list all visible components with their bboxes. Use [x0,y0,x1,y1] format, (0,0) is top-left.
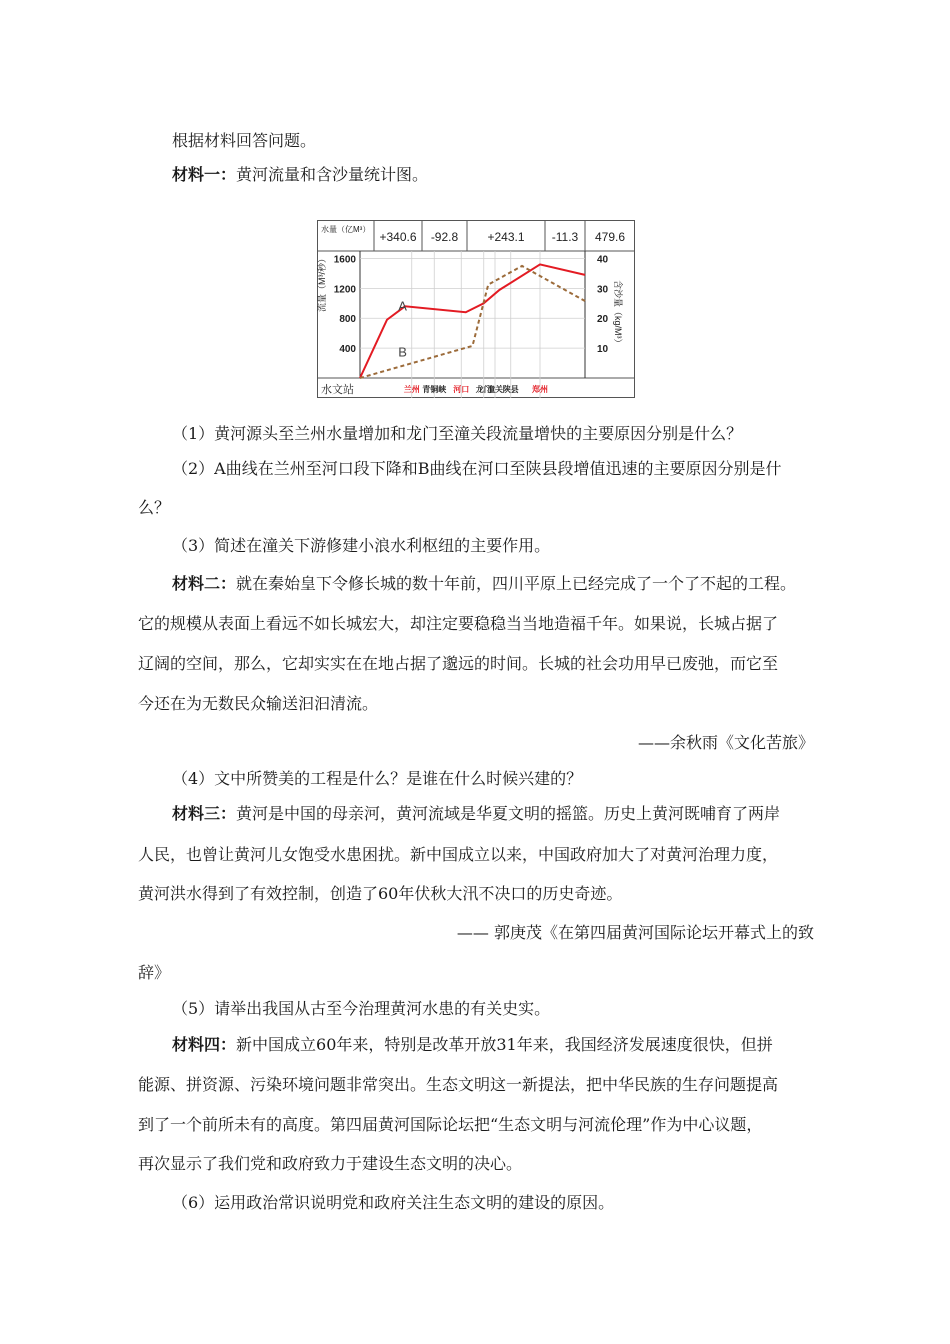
material2-line4: 今还在为无数民众输送汩汩清流。 [138,694,379,713]
station-name: 兰州 [403,385,420,394]
material4-line3: 到了一个前所未有的高度。第四届黄河国际论坛把“生态文明与河流伦理”作为中心议题， [138,1115,763,1134]
material4-line2: 能源、拼资源、污染环境问题非常突出。生态文明这一新提法，把中华民族的生存问题提高 [138,1075,779,1094]
material2-line2: 它的规模从表面上看远不如长城宏大，却注定要稳稳当当地造福千年。如果说，长城占据了 [138,614,779,633]
water-volume-value: -92.8 [430,230,459,244]
left-tick-label: 1200 [333,284,356,296]
series-A-label: A [398,298,407,314]
material3-text-1: 黄河是中国的母亲河，黄河流域是华夏文明的摇篮。历史上黄河既哺育了两岸 [236,804,781,823]
station-name: 郑州 [532,385,548,394]
material3-source-line2: 辞》 [138,963,171,982]
question-1: （1）黄河源头至兰州水量增加和龙门至潼关段流量增快的主要原因分别是什么？ [172,424,743,443]
material3-line2: 人民，也曾让黄河儿女饱受水患困扰。新中国成立以来，中国政府加大了对黄河治理力度， [138,845,779,864]
water-volume-value: +340.6 [379,230,417,244]
water-volume-value: -11.3 [551,230,579,244]
material1-label: 材料一： [172,165,237,184]
right-tick-label: 10 [597,344,609,356]
material3-label: 材料三： [172,804,237,823]
intro-text: 根据材料回答问题。 [172,131,317,150]
chart-svg [317,220,635,398]
material4-text-1: 新中国成立60年来，特别是改革开放31年来，我国经济发展速度很快，但拼 [236,1035,773,1054]
water-volume-value: +243.1 [487,230,525,244]
water-volume-label: 水量（亿M³） [321,225,371,234]
station-name: 河口 [453,385,470,394]
station-label: 水文站 [321,384,354,396]
yellow-river-chart [317,220,635,398]
question-2-line1: （2）A曲线在兰州至河口段下降和B曲线在河口至陕县段增值迅速的主要原因分别是什 [172,459,782,478]
station-name: 龙门 [475,385,492,394]
water-volume-value: 479.6 [594,230,626,244]
material4-line1 [172,1035,773,1055]
material1-paragraph [172,165,428,185]
material3-line3: 黄河洪水得到了有效控制，创造了60年伏秋大汛不决口的历史奇迹。 [138,884,623,903]
series-B-label: B [398,344,407,360]
material3-source-line1: —— 郭庚茂《在第四届黄河国际论坛开幕式上的致 [456,923,814,942]
station-name: 潼关 [487,385,503,394]
question-2-line2: 么？ [138,498,171,517]
question-6: （6）运用政治常识说明党和政府关注生态文明的建设的原因。 [172,1193,615,1212]
left-tick-label: 800 [339,314,356,326]
left-axis-label: 流量（M³/秒） [317,254,327,312]
station-name: 青铜峡 [422,385,447,394]
material4-line4: 再次显示了我们党和政府致力于建设生态文明的决心。 [138,1154,523,1173]
question-5: （5）请举出我国从古至今治理黄河水患的有关史实。 [172,999,551,1018]
material4-label: 材料四： [172,1035,237,1054]
material2-source: ——余秋雨《文化苦旅》 [637,733,814,752]
question-4: （4）文中所赞美的工程是什么？是谁在什么时候兴建的？ [172,769,583,788]
material2-label: 材料二： [172,574,237,593]
left-tick-label: 1600 [333,254,356,266]
material2-text-1: 就在秦始皇下令修长城的数十年前，四川平原上已经完成了一个了不起的工程。 [236,574,797,593]
right-tick-label: 40 [597,254,609,266]
material2-line3: 辽阔的空间，那么，它却实实在在地占据了邈远的时间。长城的社会功用早已废弛，而它至 [138,654,779,673]
right-tick-label: 20 [597,314,609,326]
material1-text: 黄河流量和含沙量统计图。 [236,165,429,184]
material3-line1 [172,804,780,824]
right-axis-label: 含沙量（kg/M³） [613,280,623,348]
chart-frame [318,221,635,398]
material2-line1 [172,574,796,594]
right-tick-label: 30 [597,284,609,296]
question-3: （3）简述在潼关下游修建小浪水利枢纽的主要作用。 [172,536,551,555]
left-tick-label: 400 [339,344,356,356]
station-name: 陕县 [502,385,519,394]
